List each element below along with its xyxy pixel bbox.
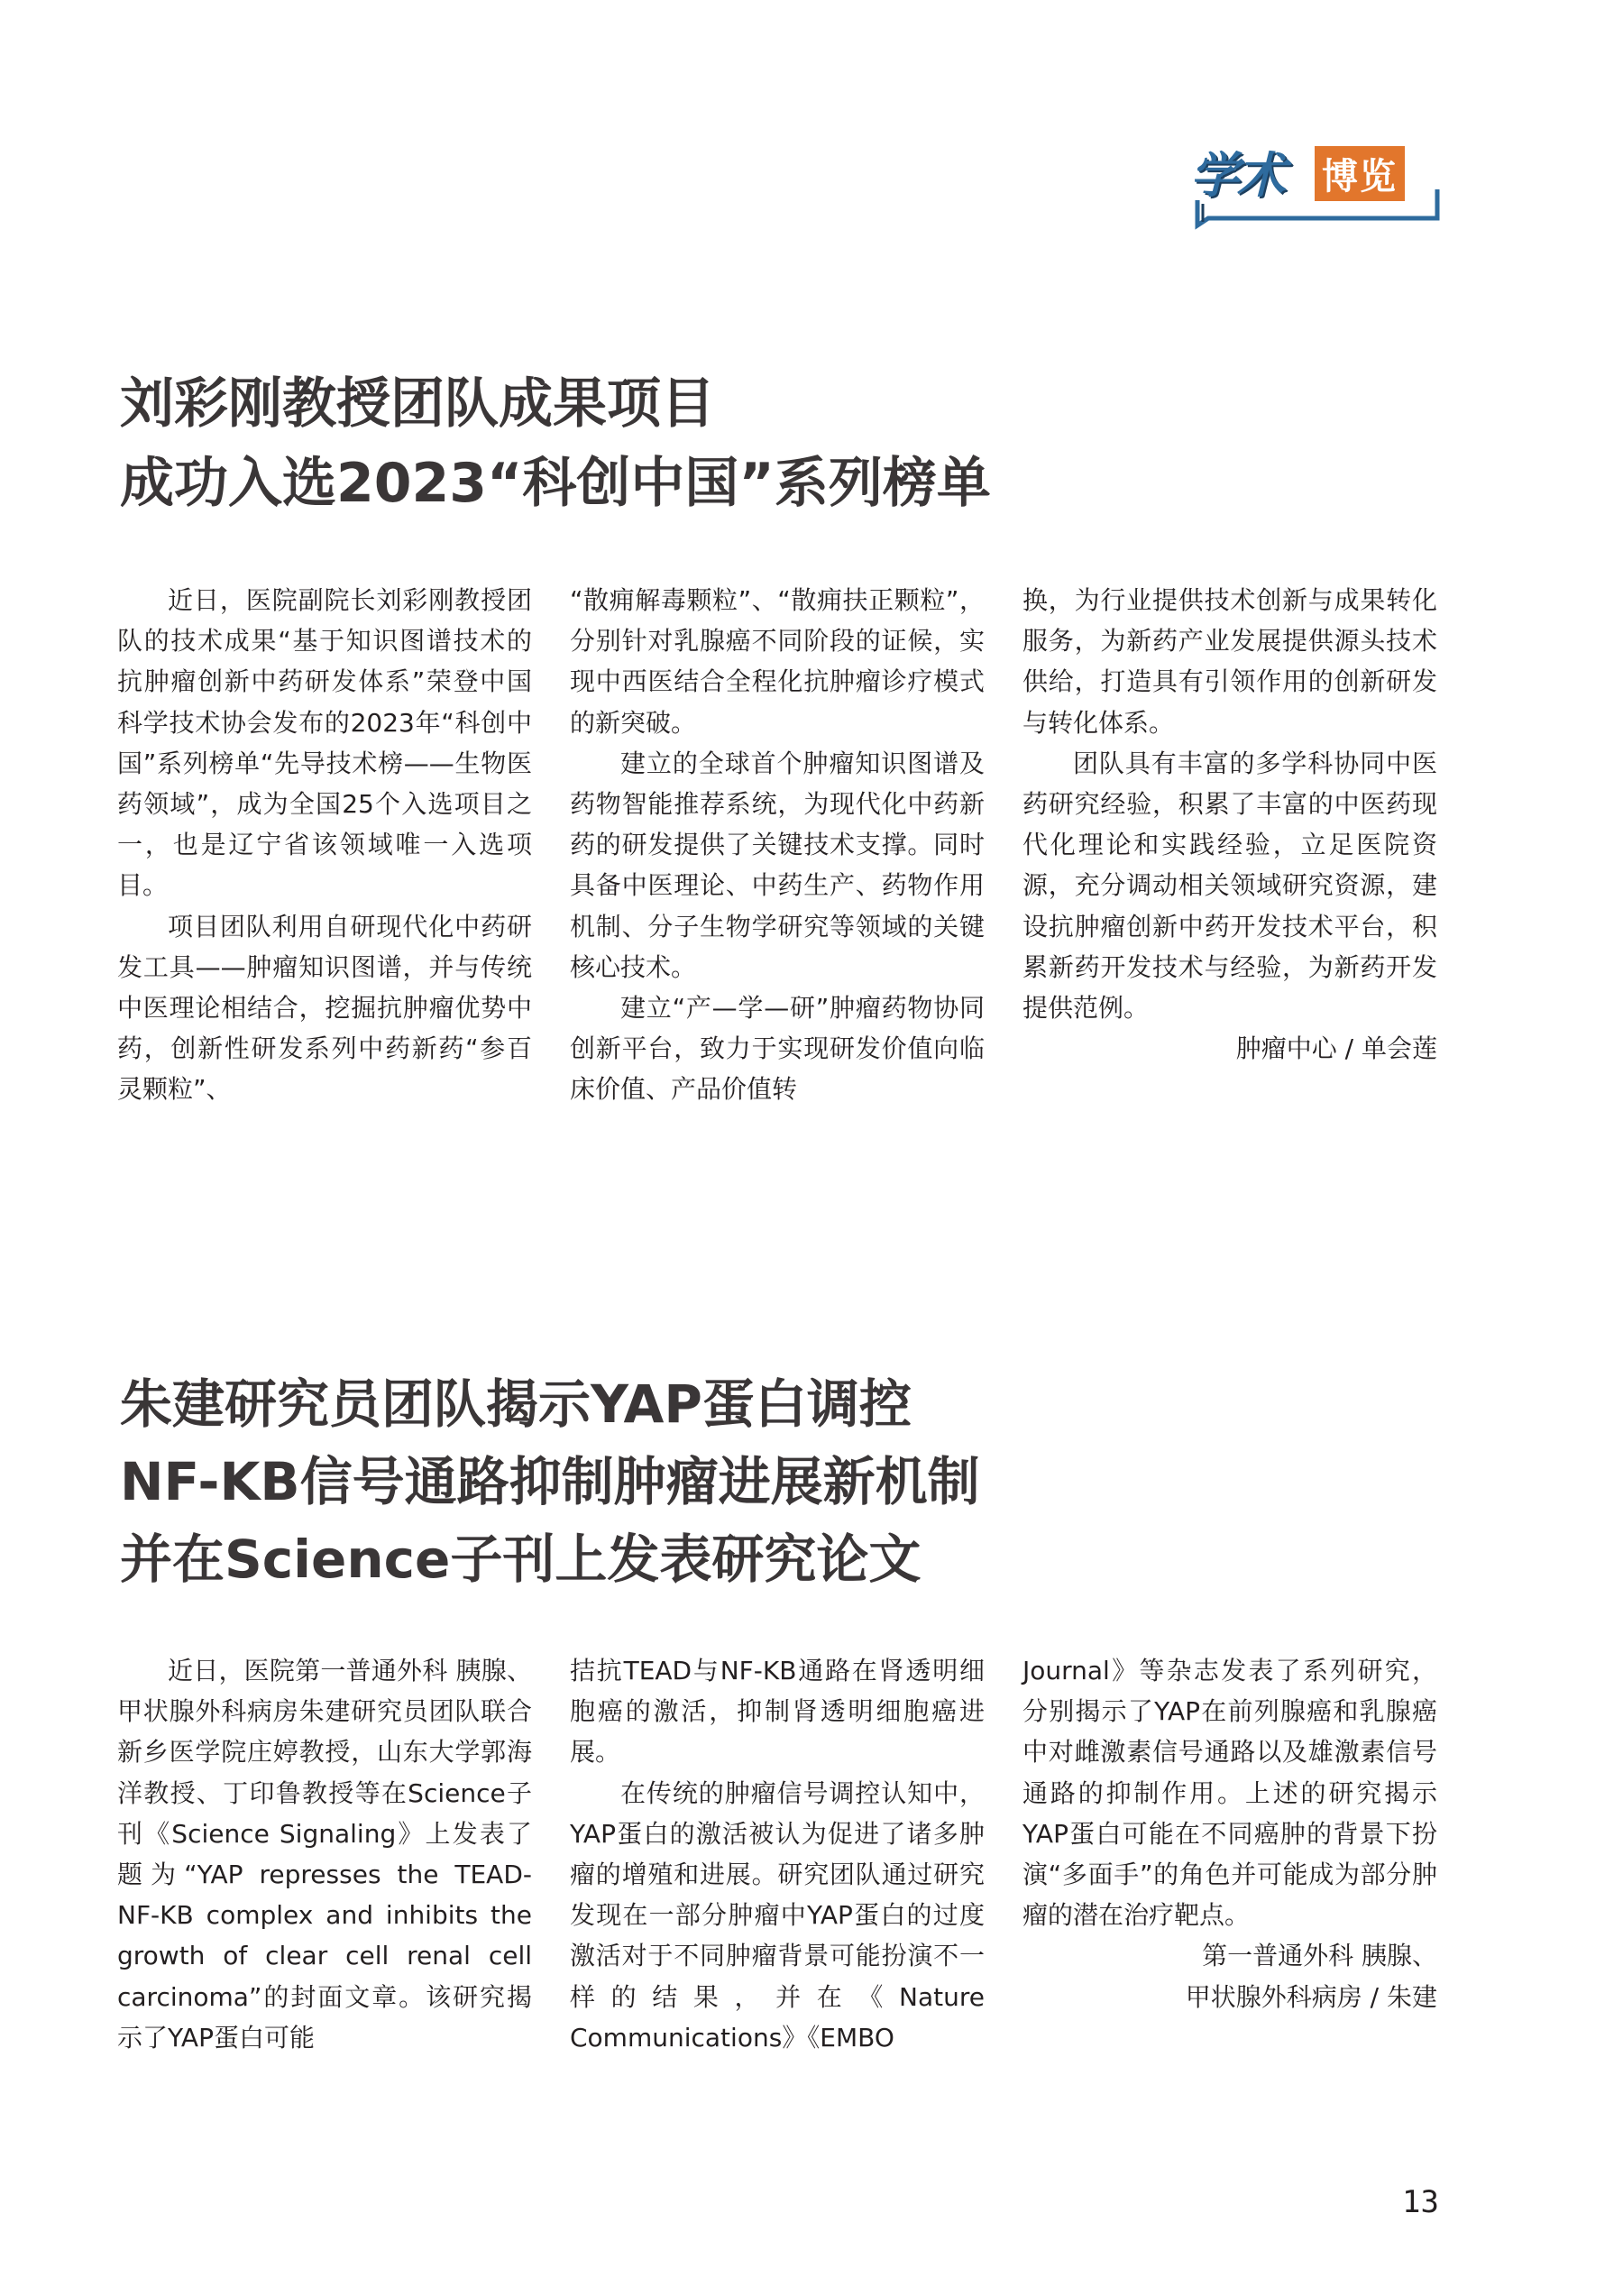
article1-column-1 xyxy=(117,580,532,1110)
article1-signature: 肿瘤中心 / 单会莲 xyxy=(1235,1033,1437,1064)
section-logo xyxy=(1188,135,1441,234)
article2-title-line: NF-KB信号通路抑制肿瘤进展新机制 xyxy=(120,1450,980,1512)
article1-title xyxy=(120,365,991,523)
article2-column-2 xyxy=(570,1650,985,2058)
article1-column-2 xyxy=(570,580,985,1110)
paragraph: 建立的全球首个肿瘤知识图谱及药物智能推荐系统，为现代化中药新药的研发提供了关键技术支撑。同时具备中医理论、中药生产、药物作用机制、分子生物学研究等领域的关键核心技术。 xyxy=(570,748,985,982)
article2-title xyxy=(120,1366,980,1598)
article2-signature-line: 第一普通外科 胰腺、 xyxy=(1202,1941,1437,1971)
article1-column-3 xyxy=(1022,580,1437,1069)
paragraph: 近日，医院副院长刘彩刚教授团队的技术成果“基于知识图谱技术的抗肿瘤创新中药研发体系”荣登中国科学技术协会发布的2023年“科创中国”系列榜单“先导技术榜——生物医药领域”，成为全国25个入选项目之一，也是辽宁省该领域唯一入选项目。 xyxy=(117,585,532,901)
page-number: 13 xyxy=(1402,2184,1439,2220)
paragraph: Journal》等杂志发表了系列研究，分别揭示了YAP在前列腺癌和乳腺癌中对雌激素信号通路以及雄激素信号通路的抑制作用。上述的研究揭示YAP蛋白可能在不同癌肿的背景下扮演“多面手”的角色并可能成为部分肿瘤的潜在治疗靶点。 xyxy=(1022,1656,1437,1931)
article1-title-line: 刘彩刚教授团队成果项目 xyxy=(120,372,715,436)
paragraph: 项目团队利用自研现代化中药研发工具——肿瘤知识图谱，并与传统中医理论相结合，挖掘抗肿瘤优势中药，创新性研发系列中药新药“参百灵颗粒”、 xyxy=(117,911,532,1105)
article2-column-1 xyxy=(117,1650,532,2058)
paragraph: “散痈解毒颗粒”、“散痈扶正颗粒”，分别针对乳腺癌不同阶段的证候，实现中西医结合全程化抗肿瘤诊疗模式的新突破。 xyxy=(570,585,985,738)
article2-column-3 xyxy=(1022,1650,1437,2017)
article2-signature-line: 甲状腺外科病房 / 朱建 xyxy=(1185,1981,1437,2012)
logo-main-text: 学术 xyxy=(1190,147,1284,204)
article1-title-line: 成功入选2023“科创中国”系列榜单 xyxy=(120,451,991,515)
article2-title-line: 朱建研究员团队揭示YAP蛋白调控 xyxy=(120,1373,912,1435)
paragraph: 近日，医院第一普通外科 胰腺、甲状腺外科病房朱建研究员团队联合新乡医学院庄婷教授，山东大学郭海洋教授、丁印鲁教授等在Science子刊《Science Signaling》上发表了题为“YAP represses the TEAD-NF-KB complex and inhibits the growth of clear cell renal cell carcinoma”的封面文章。该研究揭示了YAP蛋白可能 xyxy=(117,1656,532,2053)
paragraph: 拮抗TEAD与NF-KB通路在肾透明细胞癌的激活，抑制肾透明细胞癌进展。 xyxy=(570,1656,985,1768)
paragraph: 团队具有丰富的多学科协同中医药研究经验，积累了丰富的中医药现代化理论和实践经验，立足医院资源，充分调动相关领域研究资源，建设抗肿瘤创新中药开发技术平台，积累新药开发技术与经验，为新药开发提供范例。 xyxy=(1022,748,1437,1024)
paragraph: 在传统的肿瘤信号调控认知中，YAP蛋白的激活被认为促进了诸多肿瘤的增殖和进展。研究团队通过研究发现在一部分肿瘤中YAP蛋白的过度激活对于不同肿瘤背景可能扮演不一样的结果，并在《Nature Communications》《EMBO xyxy=(570,1777,985,2053)
article2-title-line: 并在Science子刊上发表研究论文 xyxy=(120,1528,922,1590)
paragraph: 建立“产—学—研”肿瘤药物协同创新平台，致力于实现研发价值向临床价值、产品价值转 xyxy=(570,993,985,1105)
logo-sub-text: 博览 xyxy=(1315,146,1405,201)
paragraph: 换，为行业提供技术创新与成果转化服务，为新药产业发展提供源头技术供给，打造具有引领作用的创新研发与转化体系。 xyxy=(1022,585,1437,738)
